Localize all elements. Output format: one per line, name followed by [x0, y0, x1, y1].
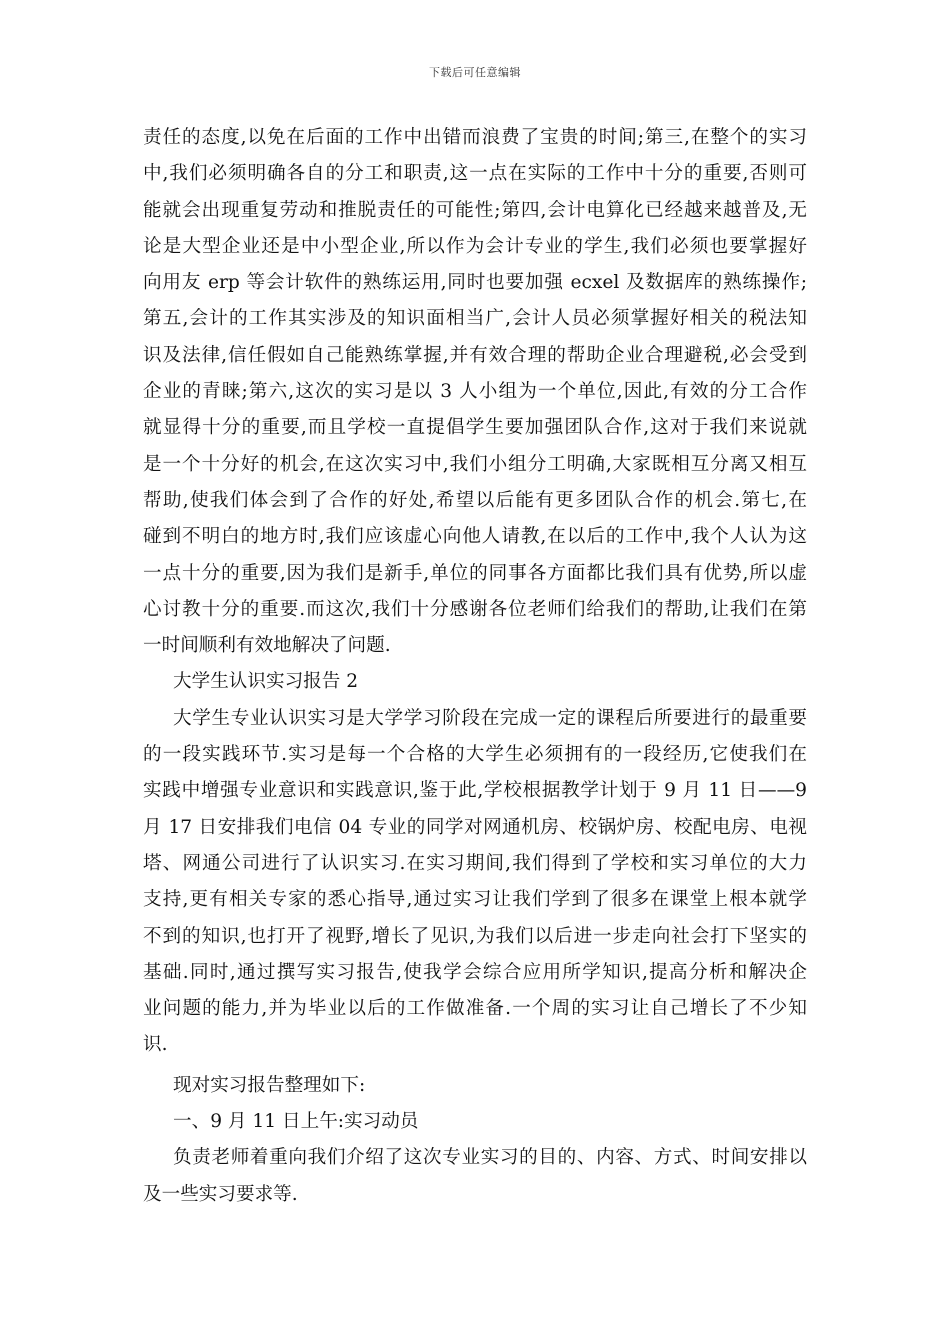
- paragraph-line: 及一些实习要求等.: [143, 1183, 298, 1205]
- section-heading: 大学生认识实习报告 2: [173, 671, 359, 693]
- paragraph-line: 月 17 日安排我们电信 04 专业的同学对网通机房、校锅炉房、校配电房、电视: [143, 816, 807, 838]
- paragraph-line: 就显得十分的重要,而且学校一直提倡学生要加强团队合作,这对于我们来说就: [143, 417, 807, 439]
- paragraph-line: 能就会出现重复劳动和推脱责任的可能性;第四,会计电算化已经越来越普及,无: [143, 199, 807, 221]
- paragraph-line: 实践中增强专业意识和实践意识,鉴于此,学校根据教学计划于 9 月 11 日——9: [143, 780, 807, 802]
- paragraph-line: 中,我们必须明确各自的分工和职责,这一点在实际的工作中十分的重要,否则可: [143, 163, 807, 185]
- paragraph-line: 基础.同时,通过撰写实习报告,使我学会综合应用所学知识,提高分析和解决企: [143, 961, 807, 983]
- document-body: [143, 120, 807, 1213]
- paragraph-line: 的一段实践环节.实习是每一个合格的大学生必须拥有的一段经历,它使我们在: [143, 744, 807, 766]
- paragraph-line: 业问题的能力,并为毕业以后的工作做准备.一个周的实习让自己增长了不少知: [143, 998, 807, 1020]
- paragraph-line: 论是大型企业还是中小型企业,所以作为会计专业的学生,我们必须也要掌握好: [143, 235, 807, 257]
- paragraph-line: 负责老师着重向我们介绍了这次专业实习的目的、内容、方式、时间安排以: [173, 1147, 807, 1169]
- paragraph-line: 帮助,使我们体会到了合作的好处,希望以后能有更多团队合作的机会.第七,在: [143, 489, 807, 511]
- paragraph-line: 识.: [143, 1034, 168, 1056]
- paragraph-line: 一时间顺利有效地解决了问题.: [143, 635, 391, 657]
- paragraph-line: 心讨教十分的重要.而这次,我们十分感谢各位老师们给我们的帮助,让我们在第: [143, 598, 807, 620]
- paragraph-line: 碰到不明白的地方时,我们应该虚心向他人请教,在以后的工作中,我个人认为这: [143, 526, 807, 548]
- paragraph-line: 不到的知识,也打开了视野,增长了见识,为我们以后进一步走向社会打下坚实的: [143, 925, 807, 947]
- paragraph-line: 是一个十分好的机会,在这次实习中,我们小组分工明确,大家既相互分离又相互: [143, 453, 807, 475]
- paragraph-line: 现对实习报告整理如下:: [173, 1074, 366, 1096]
- paragraph-line: 大学生专业认识实习是大学学习阶段在完成一定的课程后所要进行的最重要: [173, 707, 807, 729]
- list-item: 一、9 月 11 日上午:实习动员: [173, 1111, 419, 1133]
- paragraph-line: 责任的态度,以免在后面的工作中出错而浪费了宝贵的时间;第三,在整个的实习: [143, 127, 807, 148]
- paragraph-line: 第五,会计的工作其实涉及的知识面相当广,会计人员必须掌握好相关的税法知: [143, 308, 807, 330]
- paragraph-line: 一点十分的重要,因为我们是新手,单位的同事各方面都比我们具有优势,所以虚: [143, 562, 807, 584]
- paragraph-line: 向用友 erp 等会计软件的熟练运用,同时也要加强 ecxel 及数据库的熟练操作;: [143, 272, 807, 294]
- paragraph-line: 识及法律,信任假如自己能熟练掌握,并有效合理的帮助企业合理避税,必会受到: [143, 344, 807, 366]
- paragraph-line: 企业的青睐;第六,这次的实习是以 3 人小组为一个单位,因此,有效的分工合作: [143, 381, 807, 403]
- paragraph-line: 支持,更有相关专家的悉心指导,通过实习让我们学到了很多在课堂上根本就学: [143, 889, 807, 911]
- paragraph-line: 塔、网通公司进行了认识实习.在实习期间,我们得到了学校和实习单位的大力: [143, 852, 807, 874]
- page-header: 下载后可任意编辑: [429, 66, 521, 79]
